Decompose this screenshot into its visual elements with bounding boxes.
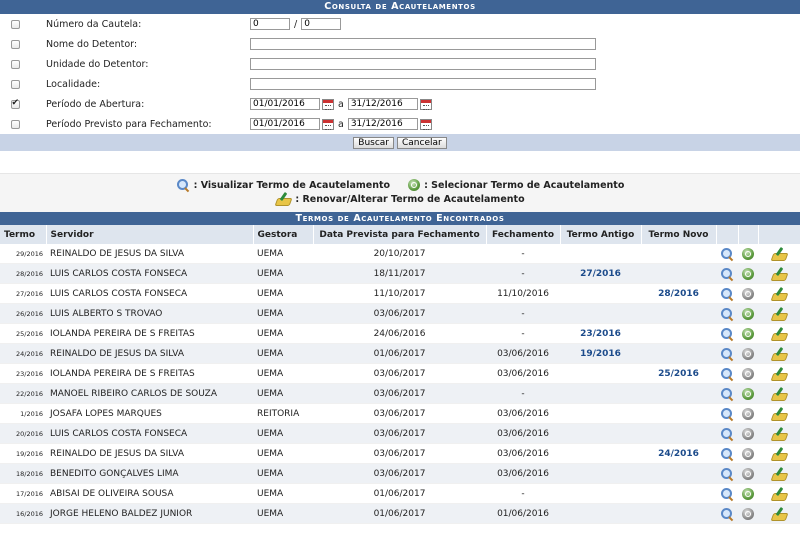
field-label: Período de Abertura: xyxy=(46,98,145,110)
nome-detentor-input[interactable] xyxy=(250,38,596,50)
table-row xyxy=(0,484,800,504)
selecionar-icon[interactable] xyxy=(742,308,754,320)
termo-antigo-link xyxy=(560,284,641,304)
fechamento-cell: 03/06/2016 xyxy=(486,404,560,424)
table-row xyxy=(0,504,800,524)
renovar-icon[interactable] xyxy=(771,407,787,421)
calendar-icon[interactable] xyxy=(322,119,334,130)
visualizar-icon[interactable] xyxy=(720,467,734,481)
selecionar-icon[interactable] xyxy=(742,428,754,440)
field-row-abertura xyxy=(0,94,800,114)
selecionar-icon[interactable] xyxy=(742,448,754,460)
select-circle-icon xyxy=(408,179,420,191)
prevista-cell: 11/10/2017 xyxy=(313,284,486,304)
col-prevista: Data Prevista para Fechamento xyxy=(313,225,486,244)
termo-antigo-link xyxy=(560,364,641,384)
table-row xyxy=(0,464,800,484)
fechamento-cell: 03/06/2016 xyxy=(486,344,560,364)
termo-novo-link xyxy=(641,464,716,484)
termo-antigo-link xyxy=(560,384,641,404)
servidor-cell: MANOEL RIBEIRO CARLOS DE SOUZA xyxy=(46,384,253,404)
calendar-icon[interactable] xyxy=(420,119,432,130)
renovar-icon[interactable] xyxy=(771,367,787,381)
termo-novo-link xyxy=(641,244,716,264)
gestora-cell: UEMA xyxy=(253,344,313,364)
gestora-cell: REITORIA xyxy=(253,404,313,424)
prevista-cell: 03/06/2017 xyxy=(313,404,486,424)
renovar-icon[interactable] xyxy=(771,467,787,481)
visualizar-icon[interactable] xyxy=(720,287,734,301)
col-novo: Termo Novo xyxy=(641,225,716,244)
abertura-checkbox[interactable] xyxy=(11,100,20,109)
prevista-cell: 03/06/2017 xyxy=(313,364,486,384)
servidor-cell: BENEDITO GONÇALVES LIMA xyxy=(46,464,253,484)
abertura-from-input[interactable] xyxy=(250,98,320,110)
visualizar-icon[interactable] xyxy=(720,327,734,341)
servidor-cell: LUIS CARLOS COSTA FONSECA xyxy=(46,424,253,444)
search-form xyxy=(0,14,800,151)
table-row xyxy=(0,244,800,264)
visualizar-icon[interactable] xyxy=(720,247,734,261)
buscar-button[interactable]: Buscar xyxy=(353,137,394,149)
visualizar-icon[interactable] xyxy=(720,367,734,381)
termo-cell: 18/2016 xyxy=(0,464,46,484)
nome-checkbox[interactable] xyxy=(11,40,20,49)
renovar-icon[interactable] xyxy=(771,247,787,261)
gestora-cell: UEMA xyxy=(253,484,313,504)
termo-cell: 27/2016 xyxy=(0,284,46,304)
termo-cell: 29/2016 xyxy=(0,244,46,264)
fechamento-from-input[interactable] xyxy=(250,118,320,130)
renovar-icon[interactable] xyxy=(771,347,787,361)
termo-novo-link[interactable]: 28/2016 xyxy=(641,284,716,304)
termo-novo-link xyxy=(641,504,716,524)
visualizar-icon[interactable] xyxy=(720,267,734,281)
termo-novo-link xyxy=(641,424,716,444)
selecionar-icon[interactable] xyxy=(742,508,754,520)
termo-cell: 20/2016 xyxy=(0,424,46,444)
selecionar-icon[interactable] xyxy=(742,488,754,500)
field-label: Unidade do Detentor: xyxy=(46,58,149,70)
termo-cell: 25/2016 xyxy=(0,324,46,344)
termo-novo-link xyxy=(641,384,716,404)
visualizar-icon[interactable] xyxy=(720,387,734,401)
termo-antigo-link[interactable]: 23/2016 xyxy=(560,324,641,344)
fechamento-cell: - xyxy=(486,264,560,284)
termo-novo-link xyxy=(641,264,716,284)
fechamento-cell: - xyxy=(486,324,560,344)
termo-antigo-link[interactable]: 27/2016 xyxy=(560,264,641,284)
col-gestora: Gestora xyxy=(253,225,313,244)
visualizar-icon[interactable] xyxy=(720,447,734,461)
termo-antigo-link xyxy=(560,424,641,444)
table-row xyxy=(0,384,800,404)
field-row-nome xyxy=(0,34,800,54)
termo-cell: 22/2016 xyxy=(0,384,46,404)
prevista-cell: 03/06/2017 xyxy=(313,384,486,404)
localidade-input[interactable] xyxy=(250,78,596,90)
fechamento-checkbox[interactable] xyxy=(11,120,20,129)
calendar-icon[interactable] xyxy=(420,99,432,110)
termo-cell: 23/2016 xyxy=(0,364,46,384)
servidor-cell: IOLANDA PEREIRA DE S FREITAS xyxy=(46,364,253,384)
unidade-detentor-input[interactable] xyxy=(250,58,596,70)
selecionar-icon[interactable] xyxy=(742,408,754,420)
termo-antigo-link xyxy=(560,304,641,324)
gestora-cell: UEMA xyxy=(253,464,313,484)
table-header-row xyxy=(0,225,800,244)
calendar-icon[interactable] xyxy=(322,99,334,110)
termo-novo-link xyxy=(641,344,716,364)
termo-cell: 1/2016 xyxy=(0,404,46,424)
renovar-icon[interactable] xyxy=(771,307,787,321)
servidor-cell: REINALDO DE JESUS DA SILVA xyxy=(46,444,253,464)
fechamento-to-input[interactable] xyxy=(348,118,418,130)
results-title: Termos de Acautelamento Encontrados xyxy=(0,212,800,225)
termo-novo-link[interactable]: 25/2016 xyxy=(641,364,716,384)
col-antigo: Termo Antigo xyxy=(560,225,641,244)
prevista-cell: 24/06/2016 xyxy=(313,324,486,344)
selecionar-icon[interactable] xyxy=(742,388,754,400)
servidor-cell: REINALDO DE JESUS DA SILVA xyxy=(46,344,253,364)
gestora-cell: UEMA xyxy=(253,384,313,404)
table-row xyxy=(0,364,800,384)
numero-separator: / xyxy=(294,18,298,30)
termo-antigo-link xyxy=(560,444,641,464)
table-row xyxy=(0,324,800,344)
servidor-cell: JORGE HELENO BALDEZ JUNIOR xyxy=(46,504,253,524)
abertura-to-input[interactable] xyxy=(348,98,418,110)
servidor-cell: LUIS ALBERTO S TROVAO xyxy=(46,304,253,324)
selecionar-icon[interactable] xyxy=(742,288,754,300)
col-termo: Termo xyxy=(0,225,46,244)
gestora-cell: UEMA xyxy=(253,504,313,524)
termo-cell: 19/2016 xyxy=(0,444,46,464)
prevista-cell: 01/06/2017 xyxy=(313,344,486,364)
field-row-fechamento xyxy=(0,114,800,134)
gestora-cell: UEMA xyxy=(253,304,313,324)
visualizar-icon[interactable] xyxy=(720,427,734,441)
termo-antigo-link[interactable]: 19/2016 xyxy=(560,344,641,364)
range-separator: a xyxy=(338,118,344,130)
prevista-cell: 18/11/2017 xyxy=(313,264,486,284)
termo-antigo-link xyxy=(560,404,641,424)
localidade-checkbox[interactable] xyxy=(11,80,20,89)
selecionar-icon[interactable] xyxy=(742,468,754,480)
visualizar-icon[interactable] xyxy=(720,507,734,521)
fechamento-cell: 11/10/2016 xyxy=(486,284,560,304)
prevista-cell: 01/06/2017 xyxy=(313,504,486,524)
fechamento-cell: - xyxy=(486,304,560,324)
fechamento-cell: 01/06/2016 xyxy=(486,504,560,524)
termo-cell: 24/2016 xyxy=(0,344,46,364)
range-separator: a xyxy=(338,98,344,110)
termo-novo-link xyxy=(641,324,716,344)
termo-antigo-link xyxy=(560,484,641,504)
renovar-icon[interactable] xyxy=(771,447,787,461)
fechamento-cell: - xyxy=(486,384,560,404)
button-bar xyxy=(0,134,800,151)
servidor-cell: LUIS CARLOS COSTA FONSECA xyxy=(46,264,253,284)
numero-input[interactable] xyxy=(250,18,290,30)
termo-novo-link xyxy=(641,404,716,424)
prevista-cell: 03/06/2017 xyxy=(313,444,486,464)
gestora-cell: UEMA xyxy=(253,364,313,384)
field-label: Nome do Detentor: xyxy=(46,38,138,50)
table-row xyxy=(0,264,800,284)
field-label: Número da Cautela: xyxy=(46,18,142,30)
servidor-cell: IOLANDA PEREIRA DE S FREITAS xyxy=(46,324,253,344)
renovar-icon[interactable] xyxy=(771,507,787,521)
legend-renovar: : Renovar/Alterar Termo de Acautelamento xyxy=(295,193,525,205)
visualizar-icon[interactable] xyxy=(720,407,734,421)
servidor-cell: JOSAFA LOPES MARQUES xyxy=(46,404,253,424)
fechamento-cell: - xyxy=(486,484,560,504)
col-fechamento: Fechamento xyxy=(486,225,560,244)
renovar-icon[interactable] xyxy=(771,327,787,341)
fechamento-cell: 03/06/2016 xyxy=(486,444,560,464)
prevista-cell: 01/06/2017 xyxy=(313,484,486,504)
renovar-icon[interactable] xyxy=(771,387,787,401)
table-row xyxy=(0,344,800,364)
visualizar-icon[interactable] xyxy=(720,347,734,361)
prevista-cell: 20/10/2017 xyxy=(313,244,486,264)
renovar-icon[interactable] xyxy=(771,267,787,281)
prevista-cell: 03/06/2017 xyxy=(313,464,486,484)
selecionar-icon[interactable] xyxy=(742,348,754,360)
selecionar-icon[interactable] xyxy=(742,268,754,280)
field-row-numero xyxy=(0,14,800,34)
renovar-icon[interactable] xyxy=(771,427,787,441)
icon-legend xyxy=(0,173,800,212)
selecionar-icon[interactable] xyxy=(742,368,754,380)
visualizar-icon[interactable] xyxy=(720,307,734,321)
renovar-icon[interactable] xyxy=(771,287,787,301)
field-label: Período Previsto para Fechamento: xyxy=(46,118,212,130)
unidade-checkbox[interactable] xyxy=(11,60,20,69)
table-row xyxy=(0,404,800,424)
table-row xyxy=(0,424,800,444)
servidor-cell: REINALDO DE JESUS DA SILVA xyxy=(46,244,253,264)
ano-input[interactable] xyxy=(301,18,341,30)
termo-cell: 16/2016 xyxy=(0,504,46,524)
termo-cell: 17/2016 xyxy=(0,484,46,504)
termo-antigo-link xyxy=(560,504,641,524)
field-row-unidade xyxy=(0,54,800,74)
magnifier-icon xyxy=(176,178,190,192)
fechamento-cell: 03/06/2016 xyxy=(486,464,560,484)
legend-selecionar: : Selecionar Termo de Acautelamento xyxy=(424,179,625,191)
gestora-cell: UEMA xyxy=(253,264,313,284)
termo-cell: 26/2016 xyxy=(0,304,46,324)
renew-edit-icon xyxy=(275,192,291,206)
prevista-cell: 03/06/2017 xyxy=(313,304,486,324)
termo-novo-link[interactable]: 24/2016 xyxy=(641,444,716,464)
termo-novo-link xyxy=(641,304,716,324)
visualizar-icon[interactable] xyxy=(720,487,734,501)
selecionar-icon[interactable] xyxy=(742,248,754,260)
legend-visualizar: : Visualizar Termo de Acautelamento xyxy=(193,179,391,191)
field-row-localidade xyxy=(0,74,800,94)
prevista-cell: 03/06/2017 xyxy=(313,424,486,444)
gestora-cell: UEMA xyxy=(253,444,313,464)
termo-antigo-link xyxy=(560,244,641,264)
cancelar-button[interactable]: Cancelar xyxy=(397,137,447,149)
selecionar-icon[interactable] xyxy=(742,328,754,340)
gestora-cell: UEMA xyxy=(253,284,313,304)
termo-novo-link xyxy=(641,484,716,504)
gestora-cell: UEMA xyxy=(253,424,313,444)
gestora-cell: UEMA xyxy=(253,244,313,264)
table-row xyxy=(0,284,800,304)
servidor-cell: ABISAI DE OLIVEIRA SOUSA xyxy=(46,484,253,504)
termo-cell: 28/2016 xyxy=(0,264,46,284)
field-label: Localidade: xyxy=(46,78,101,90)
form-title: Consulta de Acautelamentos xyxy=(0,0,800,14)
renovar-icon[interactable] xyxy=(771,487,787,501)
table-row xyxy=(0,444,800,464)
col-servidor: Servidor xyxy=(46,225,253,244)
termo-antigo-link xyxy=(560,464,641,484)
numero-checkbox[interactable] xyxy=(11,20,20,29)
fechamento-cell: 03/06/2016 xyxy=(486,364,560,384)
gestora-cell: UEMA xyxy=(253,324,313,344)
results-table xyxy=(0,225,800,524)
servidor-cell: LUIS CARLOS COSTA FONSECA xyxy=(46,284,253,304)
table-row xyxy=(0,304,800,324)
results-body xyxy=(0,244,800,524)
fechamento-cell: 03/06/2016 xyxy=(486,424,560,444)
fechamento-cell: - xyxy=(486,244,560,264)
